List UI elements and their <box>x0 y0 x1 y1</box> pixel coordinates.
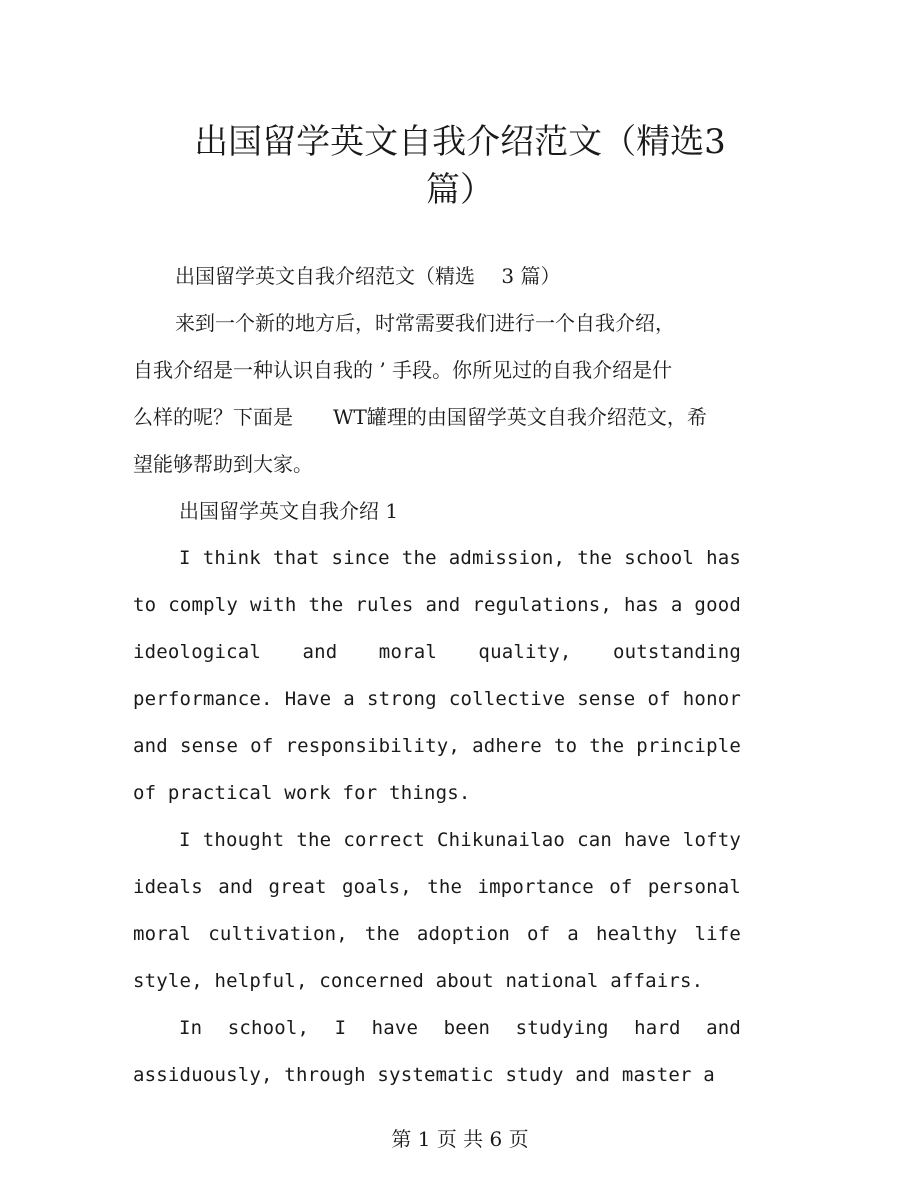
body-paragraph-2 <box>133 817 741 1005</box>
body-paragraph-1 <box>133 535 741 817</box>
body-paragraph-2-text: I thought the correct Chikunailao can have lofty ideals and great goals, the importance of personal moral cultivation, the adoption of a healthy life style, helpful, concerned about national affairs. <box>133 829 741 992</box>
intro-line-4: 望能够帮助到大家。 <box>133 452 313 476</box>
document-body <box>133 253 741 1099</box>
body-paragraph-1-text: I think that since the admission, the school has to comply with the rules and regulations, has a good ideological and moral quality, outstanding performance. Have a strong collective sense of honor and sense of responsibility, adhere to the principle of practical work for things. <box>133 547 741 804</box>
body-paragraph-3 <box>133 1005 741 1099</box>
title-line-2: 篇） <box>426 170 494 210</box>
document-subtitle: 出国留学英文自我介绍范文（精选 3 篇） <box>175 264 561 288</box>
intro-line-3: 么样的呢？下面是 WT罐理的由国留学英文自我介绍范文，希 <box>133 405 707 429</box>
body-paragraph-3-text: In school, I have been studying hard and assiduously, through systematic study and master a <box>133 1017 741 1086</box>
intro-line-1: 来到一个新的地方后，时常需要我们进行一个自我介绍， <box>175 311 675 335</box>
intro-paragraph <box>133 300 741 488</box>
page-number-footer: 第 1 页 共 6 页 <box>391 1127 529 1151</box>
intro-line-2: 自我介绍是一种认识自我的 ’ 手段。你所见过的自我介绍是什 <box>133 358 673 382</box>
section-heading-1: 出国留学英文自我介绍 1 <box>179 499 399 523</box>
document-title <box>150 118 770 214</box>
title-line-1: 出国留学英文自我介绍范文（精选3 <box>194 122 726 162</box>
